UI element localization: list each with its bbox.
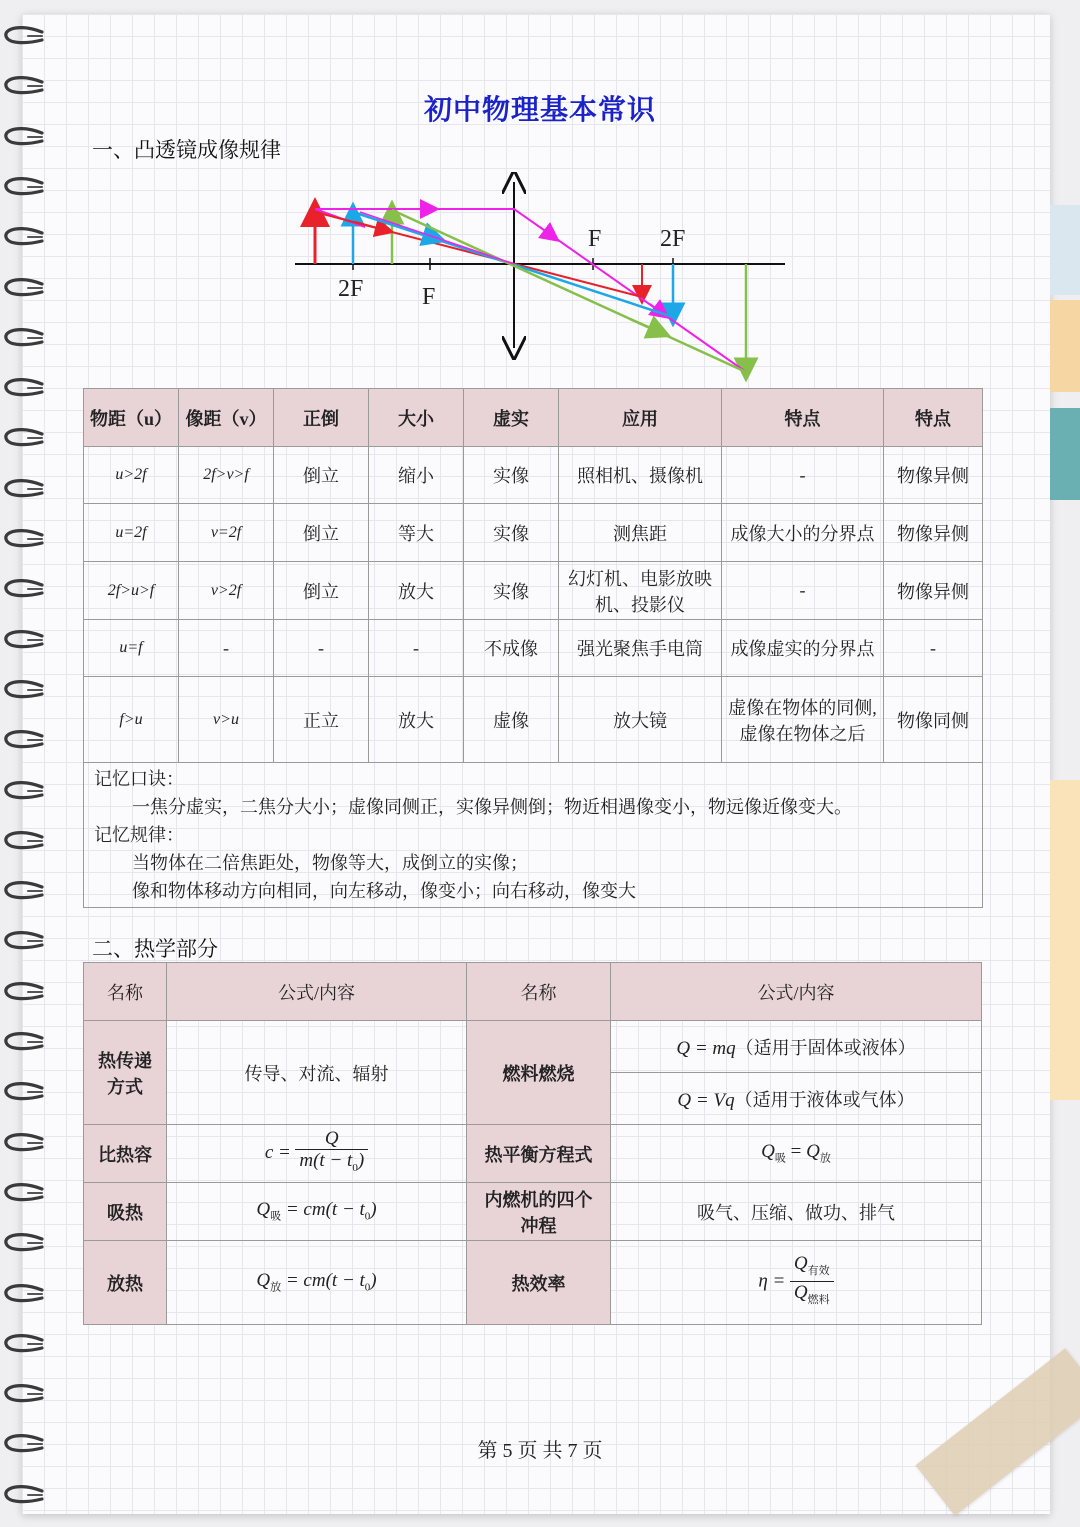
spiral-ring xyxy=(2,479,46,501)
side-tab-yellow xyxy=(1050,300,1080,392)
convex-lens-diagram xyxy=(290,172,790,382)
spiral-ring xyxy=(2,1384,46,1406)
table-cell: 缩小 xyxy=(369,447,464,504)
memo-label-rhyme: 记忆口诀： xyxy=(94,769,184,789)
heat-balance-formula: $Q_吸 = Q_放$ xyxy=(611,1125,982,1183)
heat-table xyxy=(83,962,982,1325)
absorb-formula: $Q_吸 = cm(t - t_0)$ xyxy=(167,1183,467,1241)
spiral-ring xyxy=(2,378,46,400)
table-cell: 放大 xyxy=(369,677,464,763)
table-cell: 物像异侧 xyxy=(884,504,983,562)
table-row xyxy=(84,1021,982,1073)
table-cell: 放大 xyxy=(369,562,464,620)
spiral-ring xyxy=(2,931,46,953)
row-label-specific-heat: 比热容 xyxy=(84,1125,167,1183)
col-header: 公式/内容 xyxy=(611,963,982,1021)
table-cell: - xyxy=(179,620,274,677)
table-cell: 幻灯机、电影放映机、投影仪 xyxy=(559,562,722,620)
spiral-ring xyxy=(2,1032,46,1054)
table-cell: - xyxy=(884,620,983,677)
spiral-ring xyxy=(2,328,46,350)
spiral-ring xyxy=(2,630,46,652)
table-cell: v>2f xyxy=(179,562,274,620)
table-cell: u=2f xyxy=(84,504,179,562)
col-header: 像距（v） xyxy=(179,389,274,447)
table-cell: v>u xyxy=(179,677,274,763)
spiral-ring xyxy=(2,881,46,903)
spiral-ring xyxy=(2,1284,46,1306)
label-left-f: F xyxy=(422,284,436,310)
lens-imaging-table xyxy=(83,388,983,908)
spiral-ring xyxy=(2,26,46,48)
table-row xyxy=(84,620,983,677)
col-header: 正倒 xyxy=(274,389,369,447)
spiral-ring xyxy=(2,1233,46,1255)
col-header: 应用 xyxy=(559,389,722,447)
table-cell: f>u xyxy=(84,677,179,763)
table-cell: 照相机、摄像机 xyxy=(559,447,722,504)
table-cell: 物像异侧 xyxy=(884,447,983,504)
release-formula: $Q_放 = cm(t - t_0)$ xyxy=(167,1241,467,1325)
table-cell: v=2f xyxy=(179,504,274,562)
table-cell: 正立 xyxy=(274,677,369,763)
col-header: 特点 xyxy=(884,389,983,447)
lens-table-header xyxy=(84,389,983,447)
spiral-ring xyxy=(2,127,46,149)
ray-green xyxy=(392,210,746,372)
table-row xyxy=(84,677,983,763)
row-label-engine: 内燃机的四个冲程 xyxy=(467,1183,611,1241)
spiral-ring xyxy=(2,982,46,1004)
spiral-ring xyxy=(2,1183,46,1205)
spiral-ring xyxy=(2,1082,46,1104)
memo-rule-text: 当物体在二倍焦距处，物像等大，成倒立的实像； xyxy=(132,853,528,873)
fuel-formula-2: Q = Vq（适用于液体或气体） xyxy=(611,1073,982,1125)
spiral-ring xyxy=(2,730,46,752)
table-cell: 物像同侧 xyxy=(884,677,983,763)
spiral-ring xyxy=(2,529,46,551)
col-header: 名称 xyxy=(467,963,611,1021)
table-cell: 2f>v>f xyxy=(179,447,274,504)
row-label-fuel: 燃料燃烧 xyxy=(467,1021,611,1125)
table-cell: 实像 xyxy=(464,447,559,504)
table-cell: 不成像 xyxy=(464,620,559,677)
table-cell: 强光聚焦手电筒 xyxy=(559,620,722,677)
table-row xyxy=(84,447,983,504)
table-cell: 放大镜 xyxy=(559,677,722,763)
table-row xyxy=(84,504,983,562)
spiral-ring xyxy=(2,278,46,300)
row-label-absorb: 吸热 xyxy=(84,1183,167,1241)
table-cell: 倒立 xyxy=(274,447,369,504)
table-cell: - xyxy=(274,620,369,677)
heat-transfer-content: 传导、对流、辐射 xyxy=(167,1021,467,1125)
page-footer: 第 5 页 共 7 页 xyxy=(477,1440,603,1462)
col-header: 物距（u） xyxy=(84,389,179,447)
memo-label-rule: 记忆规律： xyxy=(94,825,184,845)
spiral-ring xyxy=(2,579,46,601)
table-cell: - xyxy=(722,447,884,504)
efficiency-formula: η = $\frac{Q_{有效}}{Q_{燃料}}$ xyxy=(611,1241,982,1325)
spiral-binding xyxy=(0,26,48,1516)
table-cell: u>2f xyxy=(84,447,179,504)
table-cell: 倒立 xyxy=(274,504,369,562)
label-right-f: F xyxy=(588,226,602,252)
table-cell: 实像 xyxy=(464,562,559,620)
memo-rhyme-text: 一焦分虚实，二焦分大小；虚像同侧正，实像异侧倒；物近相遇像变小，物远像近像变大。 xyxy=(132,797,852,817)
spiral-ring xyxy=(2,428,46,450)
table-cell: 2f>u>f xyxy=(84,562,179,620)
table-row xyxy=(84,1241,982,1325)
table-cell: 实像 xyxy=(464,504,559,562)
spiral-ring xyxy=(2,1485,46,1507)
table-cell: - xyxy=(369,620,464,677)
col-header: 名称 xyxy=(84,963,167,1021)
col-header: 虚实 xyxy=(464,389,559,447)
label-left-2f: 2F xyxy=(338,276,364,302)
section-heading-heat: 二、热学部分 xyxy=(92,937,218,961)
table-cell: 成像虚实的分界点 xyxy=(722,620,884,677)
row-label-heat-balance: 热平衡方程式 xyxy=(467,1125,611,1183)
spiral-ring xyxy=(2,680,46,702)
spiral-ring xyxy=(2,1334,46,1356)
table-cell: 等大 xyxy=(369,504,464,562)
table-row xyxy=(84,562,983,620)
table-cell: u=f xyxy=(84,620,179,677)
memo-cell xyxy=(84,763,983,908)
table-cell: 虚像 xyxy=(464,677,559,763)
memo-row xyxy=(84,763,983,908)
table-row xyxy=(84,1125,982,1183)
spiral-ring xyxy=(2,831,46,853)
memo-rule-text: 像和物体移动方向相同，向左移动，像变小；向右移动，像变大 xyxy=(132,881,636,901)
table-cell: 测焦距 xyxy=(559,504,722,562)
heat-table-header xyxy=(84,963,982,1021)
table-row xyxy=(84,1183,982,1241)
table-cell: 虚像在物体的同侧,虚像在物体之后 xyxy=(722,677,884,763)
row-label-release: 放热 xyxy=(84,1241,167,1325)
specific-heat-formula: c = $\frac{Q}{m(t - t_0)}$ xyxy=(167,1125,467,1183)
engine-content: 吸气、压缩、做功、排气 xyxy=(611,1183,982,1241)
spiral-ring xyxy=(2,227,46,249)
fuel-formula-1: Q = mq（适用于固体或液体） xyxy=(611,1021,982,1073)
row-label-heat-transfer: 热传递方式 xyxy=(84,1021,167,1125)
table-cell: - xyxy=(722,562,884,620)
spiral-ring xyxy=(2,177,46,199)
col-header: 特点 xyxy=(722,389,884,447)
page-title: 初中物理基本常识 xyxy=(423,95,656,126)
side-tab-peach xyxy=(1050,780,1080,1100)
spiral-ring xyxy=(2,781,46,803)
side-tab-teal xyxy=(1050,408,1080,500)
col-header: 大小 xyxy=(369,389,464,447)
table-cell: 成像大小的分界点 xyxy=(722,504,884,562)
label-right-2f: 2F xyxy=(660,226,686,252)
spiral-ring xyxy=(2,1133,46,1155)
table-cell: 倒立 xyxy=(274,562,369,620)
table-cell: 物像异侧 xyxy=(884,562,983,620)
col-header: 公式/内容 xyxy=(167,963,467,1021)
section-heading-lens: 一、凸透镜成像规律 xyxy=(92,138,281,162)
row-label-efficiency: 热效率 xyxy=(467,1241,611,1325)
side-tab-blue xyxy=(1050,205,1080,295)
